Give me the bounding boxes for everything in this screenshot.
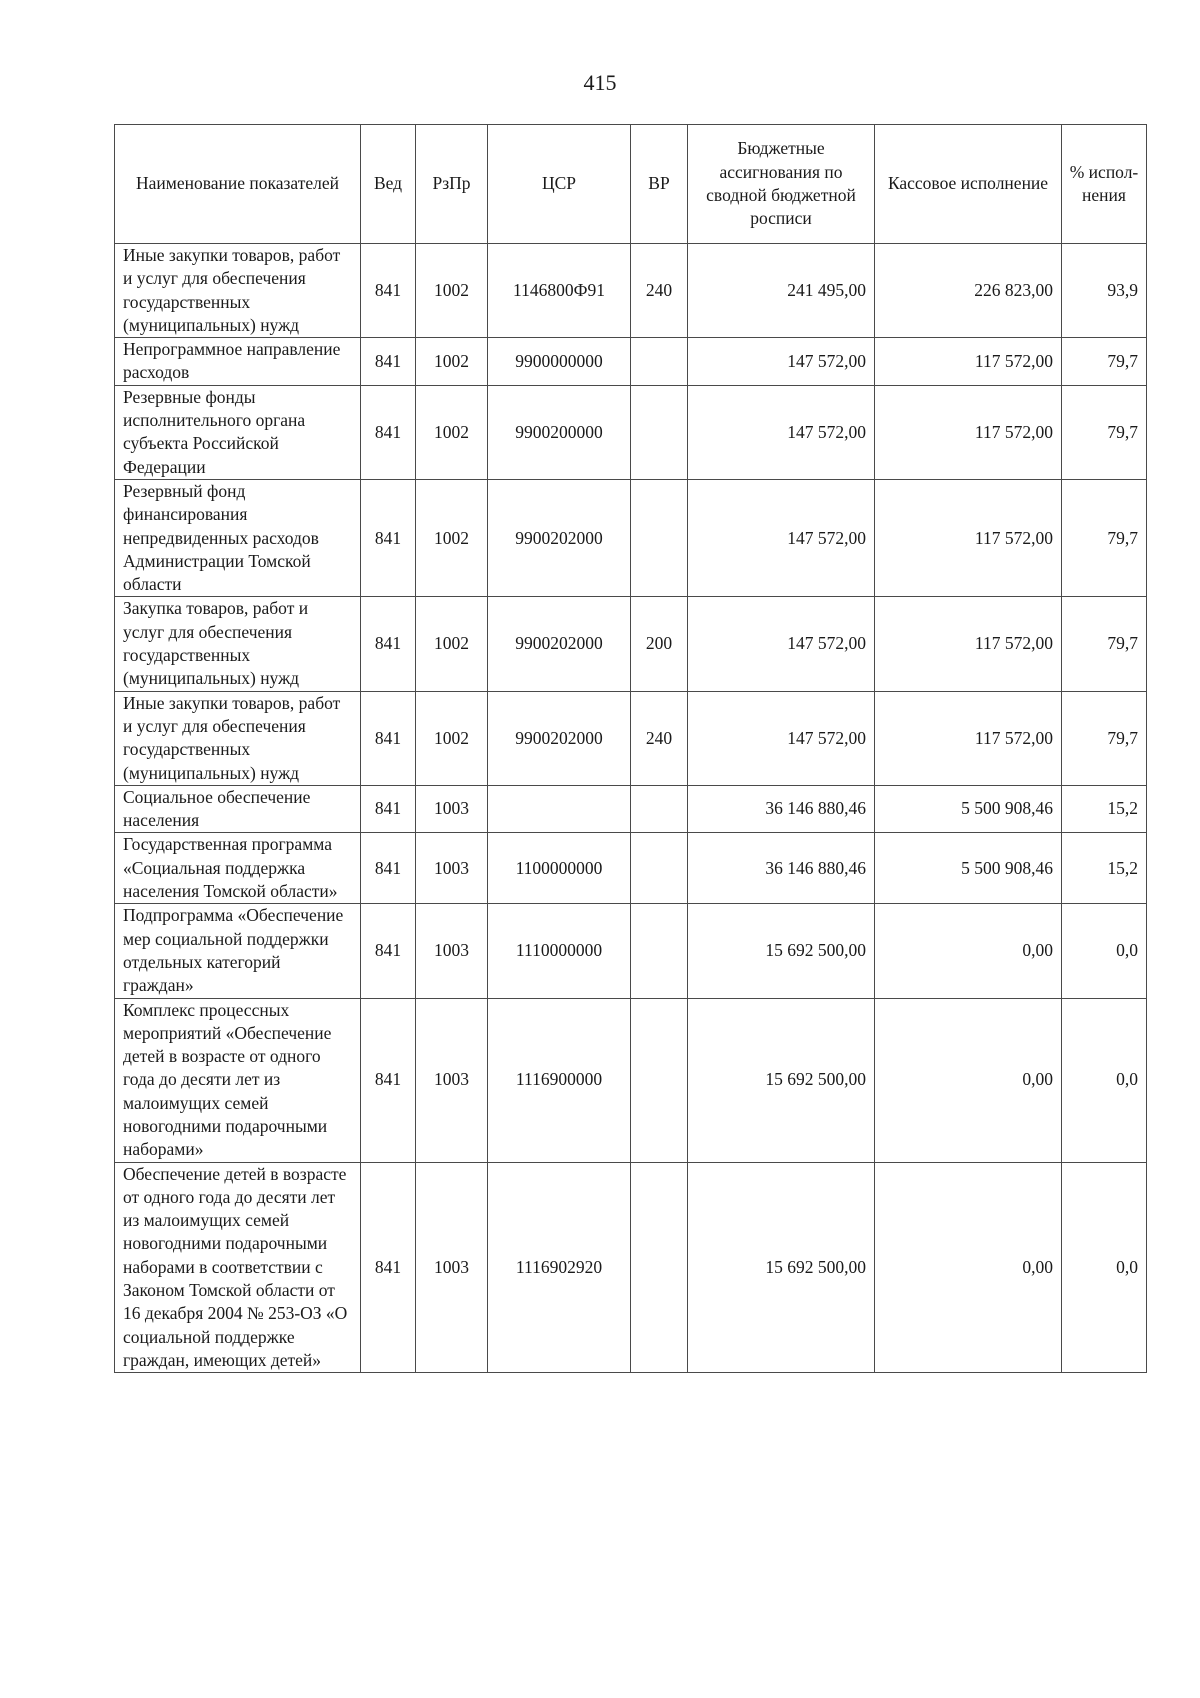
cell-csr: 9900200000 bbox=[488, 385, 631, 479]
cell-percent: 79,7 bbox=[1062, 479, 1147, 596]
cell-percent: 15,2 bbox=[1062, 833, 1147, 904]
table-row bbox=[115, 385, 1147, 479]
header-rzpr: РзПр bbox=[416, 125, 488, 244]
cell-cash-execution: 117 572,00 bbox=[875, 385, 1062, 479]
table-row bbox=[115, 1162, 1147, 1373]
cell-percent: 79,7 bbox=[1062, 597, 1147, 691]
cell-cash-execution: 226 823,00 bbox=[875, 244, 1062, 338]
cell-percent: 15,2 bbox=[1062, 785, 1147, 833]
table-row bbox=[115, 338, 1147, 386]
cell-assignments: 15 692 500,00 bbox=[688, 1162, 875, 1373]
cell-csr bbox=[488, 785, 631, 833]
cell-vr bbox=[631, 338, 688, 386]
cell-assignments: 241 495,00 bbox=[688, 244, 875, 338]
cell-ved: 841 bbox=[361, 338, 416, 386]
cell-ved: 841 bbox=[361, 385, 416, 479]
cell-assignments: 147 572,00 bbox=[688, 338, 875, 386]
table-row bbox=[115, 785, 1147, 833]
cell-name: Непрограммное направление расходов bbox=[115, 338, 361, 386]
cell-cash-execution: 0,00 bbox=[875, 904, 1062, 998]
cell-assignments: 147 572,00 bbox=[688, 479, 875, 596]
cell-ved: 841 bbox=[361, 244, 416, 338]
cell-rzpr: 1002 bbox=[416, 597, 488, 691]
cell-vr: 240 bbox=[631, 691, 688, 785]
cell-ved: 841 bbox=[361, 833, 416, 904]
cell-vr bbox=[631, 385, 688, 479]
cell-csr: 9900202000 bbox=[488, 691, 631, 785]
cell-percent: 79,7 bbox=[1062, 338, 1147, 386]
header-ved: Вед bbox=[361, 125, 416, 244]
table-row bbox=[115, 691, 1147, 785]
cell-vr bbox=[631, 833, 688, 904]
cell-name: Закупка товаров, работ и услуг для обеспечения государственных (муниципальных) нужд bbox=[115, 597, 361, 691]
cell-rzpr: 1002 bbox=[416, 244, 488, 338]
cell-rzpr: 1002 bbox=[416, 338, 488, 386]
cell-csr: 1100000000 bbox=[488, 833, 631, 904]
header-cash-execution: Кассовое исполнение bbox=[875, 125, 1062, 244]
cell-rzpr: 1002 bbox=[416, 385, 488, 479]
cell-assignments: 36 146 880,46 bbox=[688, 785, 875, 833]
cell-percent: 93,9 bbox=[1062, 244, 1147, 338]
cell-rzpr: 1002 bbox=[416, 691, 488, 785]
cell-csr: 9900202000 bbox=[488, 479, 631, 596]
cell-rzpr: 1003 bbox=[416, 785, 488, 833]
table-row bbox=[115, 998, 1147, 1162]
cell-rzpr: 1003 bbox=[416, 1162, 488, 1373]
cell-name: Иные закупки товаров, работ и услуг для обеспечения государственных (муниципальных) нужд bbox=[115, 244, 361, 338]
header-name: Наименование показателей bbox=[115, 125, 361, 244]
cell-percent: 0,0 bbox=[1062, 1162, 1147, 1373]
cell-csr: 9900202000 bbox=[488, 597, 631, 691]
cell-ved: 841 bbox=[361, 998, 416, 1162]
cell-csr: 1116900000 bbox=[488, 998, 631, 1162]
cell-ved: 841 bbox=[361, 904, 416, 998]
header-csr: ЦСР bbox=[488, 125, 631, 244]
cell-cash-execution: 117 572,00 bbox=[875, 479, 1062, 596]
cell-rzpr: 1002 bbox=[416, 479, 488, 596]
cell-csr: 1146800Ф91 bbox=[488, 244, 631, 338]
cell-ved: 841 bbox=[361, 1162, 416, 1373]
cell-vr bbox=[631, 479, 688, 596]
budget-table bbox=[114, 124, 1147, 1373]
header-vr: ВР bbox=[631, 125, 688, 244]
table-row bbox=[115, 833, 1147, 904]
cell-cash-execution: 117 572,00 bbox=[875, 597, 1062, 691]
cell-cash-execution: 5 500 908,46 bbox=[875, 785, 1062, 833]
table-row bbox=[115, 904, 1147, 998]
cell-rzpr: 1003 bbox=[416, 904, 488, 998]
cell-name: Резервный фонд финансирования непредвиденных расходов Администрации Томской области bbox=[115, 479, 361, 596]
cell-assignments: 147 572,00 bbox=[688, 691, 875, 785]
cell-name: Иные закупки товаров, работ и услуг для обеспечения государственных (муниципальных) нужд bbox=[115, 691, 361, 785]
cell-rzpr: 1003 bbox=[416, 833, 488, 904]
cell-assignments: 15 692 500,00 bbox=[688, 904, 875, 998]
cell-name: Подпрограмма «Обеспечение мер социальной поддержки отдельных категорий граждан» bbox=[115, 904, 361, 998]
header-percent-execution: % испол-нения bbox=[1062, 125, 1147, 244]
cell-assignments: 147 572,00 bbox=[688, 385, 875, 479]
cell-ved: 841 bbox=[361, 479, 416, 596]
cell-percent: 0,0 bbox=[1062, 998, 1147, 1162]
cell-vr bbox=[631, 998, 688, 1162]
page-number: 415 bbox=[583, 70, 617, 95]
cell-vr bbox=[631, 785, 688, 833]
cell-csr: 9900000000 bbox=[488, 338, 631, 386]
cell-cash-execution: 117 572,00 bbox=[875, 338, 1062, 386]
cell-vr bbox=[631, 1162, 688, 1373]
cell-csr: 1116902920 bbox=[488, 1162, 631, 1373]
cell-cash-execution: 5 500 908,46 bbox=[875, 833, 1062, 904]
table-header-row bbox=[115, 125, 1147, 244]
cell-name: Комплекс процессных мероприятий «Обеспечение детей в возрасте от одного года до десяти лет из малоимущих семей новогодними подарочными наборами» bbox=[115, 998, 361, 1162]
cell-rzpr: 1003 bbox=[416, 998, 488, 1162]
cell-vr: 240 bbox=[631, 244, 688, 338]
cell-vr bbox=[631, 904, 688, 998]
cell-csr: 1110000000 bbox=[488, 904, 631, 998]
cell-vr: 200 bbox=[631, 597, 688, 691]
cell-name: Обеспечение детей в возрасте от одного года до десяти лет из малоимущих семей новогодними подарочными наборами в соответствии с Законом Томской области от 16 декабря 2004 № 253-ОЗ «О социальной поддержке граждан, имеющих детей» bbox=[115, 1162, 361, 1373]
cell-ved: 841 bbox=[361, 785, 416, 833]
cell-ved: 841 bbox=[361, 597, 416, 691]
table-row bbox=[115, 244, 1147, 338]
cell-ved: 841 bbox=[361, 691, 416, 785]
cell-name: Государственная программа «Социальная поддержка населения Томской области» bbox=[115, 833, 361, 904]
cell-percent: 79,7 bbox=[1062, 691, 1147, 785]
cell-cash-execution: 0,00 bbox=[875, 1162, 1062, 1373]
cell-name: Социальное обеспечение населения bbox=[115, 785, 361, 833]
table-row bbox=[115, 597, 1147, 691]
header-assignments: Бюджетные ассигнования по сводной бюджетной росписи bbox=[688, 125, 875, 244]
cell-assignments: 147 572,00 bbox=[688, 597, 875, 691]
cell-assignments: 15 692 500,00 bbox=[688, 998, 875, 1162]
cell-name: Резервные фонды исполнительного органа субъекта Российской Федерации bbox=[115, 385, 361, 479]
cell-cash-execution: 0,00 bbox=[875, 998, 1062, 1162]
cell-percent: 0,0 bbox=[1062, 904, 1147, 998]
cell-percent: 79,7 bbox=[1062, 385, 1147, 479]
cell-cash-execution: 117 572,00 bbox=[875, 691, 1062, 785]
table-row bbox=[115, 479, 1147, 596]
cell-assignments: 36 146 880,46 bbox=[688, 833, 875, 904]
